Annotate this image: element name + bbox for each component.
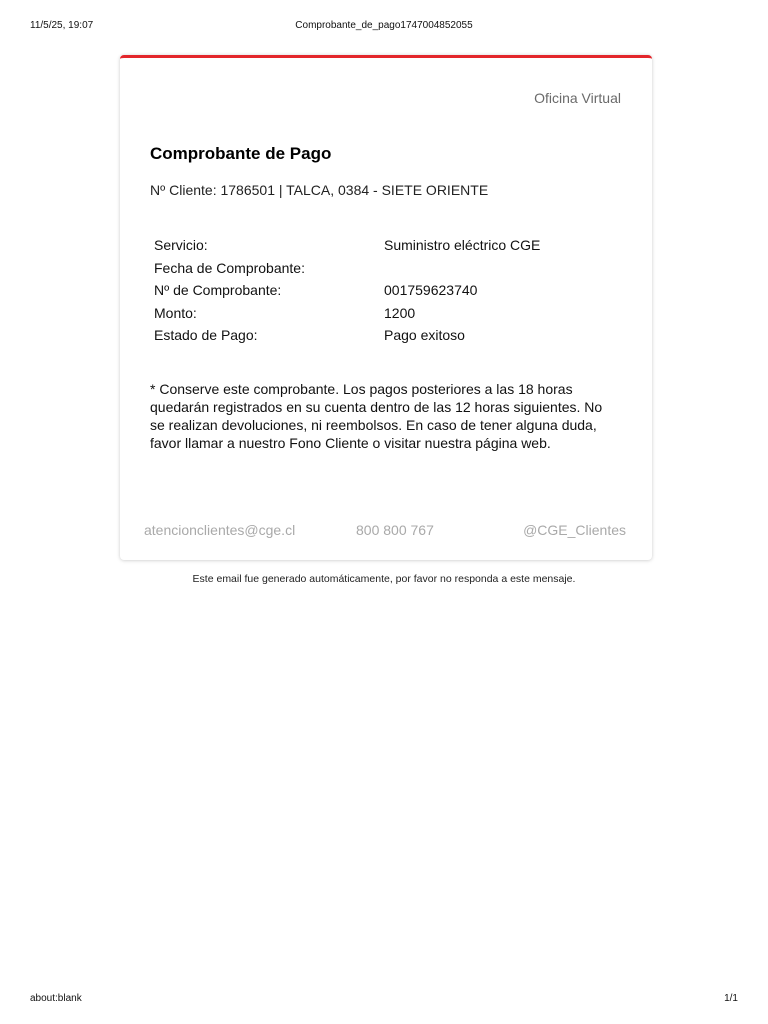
detail-value: 1200	[384, 304, 416, 321]
detail-row-date	[154, 257, 614, 280]
detail-value: Suministro eléctrico CGE	[384, 237, 541, 253]
receipt-card	[120, 55, 652, 560]
detail-value: 001759623740	[384, 282, 478, 298]
detail-row-payment-status	[154, 324, 614, 347]
receipt-notice: * Conserve este comprobante. Los pagos posteriores a las 18 horas quedarán registrados en su cuenta dentro de las 12 horas siguientes. No se realizan devoluciones, ni reembolsos. En caso de tener alguna duda, favor llamar a nuestro Fono Cliente o visitar nuestra página web.	[150, 381, 603, 451]
contact-phone: 800 800 767	[356, 522, 434, 538]
detail-row-service	[154, 234, 614, 257]
detail-row-receipt-number	[154, 279, 614, 302]
detail-row-amount	[154, 302, 614, 325]
detail-label: Servicio:	[154, 237, 208, 253]
print-header	[30, 20, 738, 34]
contact-social-link[interactable]: @CGE_Clientes	[523, 522, 626, 538]
print-document-title: Comprobante_de_pago1747004852055	[295, 20, 473, 31]
detail-label: Monto:	[154, 304, 197, 321]
print-page-count: 1/1	[724, 993, 738, 1004]
contact-email-link[interactable]: atencionclientes@cge.cl	[144, 522, 296, 538]
print-url: about:blank	[30, 993, 82, 1004]
office-virtual-link[interactable]: Oficina Virtual	[534, 90, 621, 106]
detail-value: Pago exitoso	[384, 327, 465, 343]
print-datetime: 11/5/25, 19:07	[30, 20, 94, 31]
detail-label: Estado de Pago:	[154, 327, 258, 343]
receipt-details	[154, 234, 614, 347]
client-info: Nº Cliente: 1786501 | TALCA, 0384 - SIETE ORIENTE	[150, 182, 489, 198]
detail-label: Fecha de Comprobante:	[154, 259, 305, 276]
receipt-title: Comprobante de Pago	[150, 144, 332, 163]
contact-row	[144, 522, 626, 540]
auto-generated-note: Este email fue generado automáticamente, por favor no responda a este mensaje.	[192, 573, 576, 585]
detail-label: Nº de Comprobante:	[154, 282, 282, 298]
print-footer	[30, 993, 738, 1007]
